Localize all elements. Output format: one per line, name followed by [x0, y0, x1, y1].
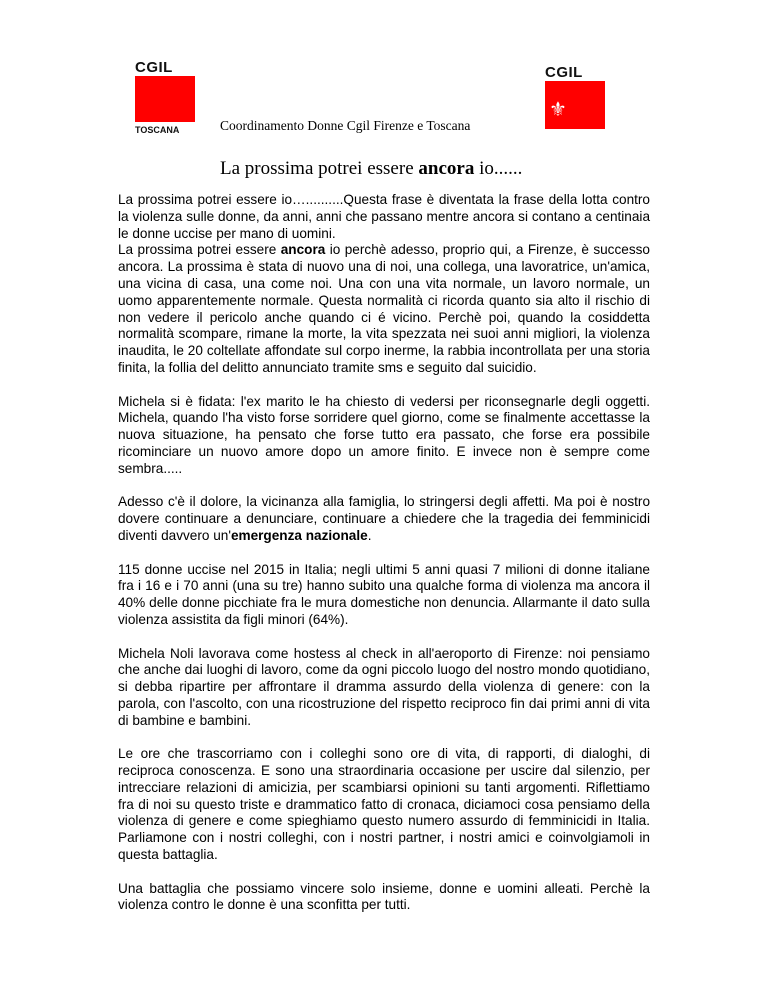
cgil-toscana-logo	[135, 60, 195, 140]
coordination-heading: Coordinamento Donne Cgil Firenze e Toscana	[220, 118, 471, 133]
page-title	[220, 158, 522, 180]
paragraph-2	[118, 242, 650, 376]
paragraph-1: La prossima potrei essere io…..........Questa frase è diventata la frase della lotta contro la violenza sulle donne, da anni, anni che passano mentre ancora si contano a centinaia le donne uccise per mano di uomini.	[118, 192, 650, 241]
paragraph-2-bold: ancora	[280, 242, 326, 258]
title-text-after: io......	[474, 158, 523, 179]
paragraph-4-bold: emergenza nazionale	[230, 527, 368, 543]
paragraph-2-before: La prossima potrei essere	[118, 242, 281, 258]
paragraph-4-after: .	[367, 527, 372, 543]
logo-left-word: CGIL	[135, 59, 173, 76]
logo-left-region: TOSCANA	[135, 125, 180, 135]
fleur-de-lis-icon: ⚜	[549, 97, 567, 121]
paragraph-4-before: Adesso c'è il dolore, la vicinanza alla famiglia, lo stringersi degli affetti. Ma poi è nostro dovere continuare a denunciare, continuare a chiedere che la tragedia dei femminicidi diventi davvero un'	[118, 494, 650, 543]
paragraph-7: Le ore che trascorriamo con i colleghi sono ore di vita, di rapporti, di dialoghi, di reciproca conoscenza. E sono una straordinaria occasione per uscire dal silenzio, per intrecciare relazioni di amicizia, per scambiarsi opinioni su tanti argomenti. Riflettiamo fra di noi su questo triste e drammatico fatto di cronaca, diciamoci cosa pensiamo della violenza di genere e come spieghiamo questo numero assurdo di femminicidi in Italia. Parliamone con i nostri colleghi, con i nostri partner, i nostri amici e coinvolgiamoli in questa battaglia.	[118, 746, 650, 863]
paragraph-4	[118, 494, 650, 544]
paragraph-2-after: io perchè adesso, proprio qui, a Firenze, è successo ancora. La prossima è stata di nuovo una di noi, una collega, una lavoratrice, un'amica, una vicina di casa, una come noi. Una con una vita normale, un lavoro normale, un uomo apparentemente normale. Questa normalità ci ricorda quanto sia alto il rischio di non vedere il pericolo anche quando ci é vicino. Perchè poi, quando la cosiddetta normalità scompare, rimane la morte, la vita spezzata nei suoi anni migliori, la violenza inaudita, le 20 coltellate affondate sul corpo inerme, la rabbia incontrollata per una storia finita, la follia del delitto annunciato tramite sms e seguito dal suicidio.	[118, 242, 650, 375]
paragraph-3: Michela si è fidata: l'ex marito le ha chiesto di vedersi per riconsegnarle degli oggetti. Michela, quando l'ha visto forse sorridere quel giorno, come se finalmente accettasse la nuova situazione, ha pensato che forse tutto era passato, che forse era possibile ricominciare un nuovo amore dopo un amore finito. E invece non è sempre come sembra.....	[118, 393, 650, 476]
paragraph-5: 115 donne uccise nel 2015 in Italia; negli ultimi 5 anni quasi 7 milioni di donne italiane fra i 16 e i 70 anni (una su tre) hanno subito una qualche forma di violenza ma ancora il 40% delle donne picchiate fra le mura domestiche non denuncia. Allarmante il dato sulla violenza assistita da figli minori (64%).	[118, 561, 650, 627]
logo-left-red-block	[135, 76, 195, 122]
logo-right-red-block	[545, 81, 605, 129]
title-text-before: La prossima potrei essere	[220, 158, 419, 179]
title-bold-word: ancora	[418, 158, 475, 179]
logo-right-word: CGIL	[545, 64, 583, 81]
article-body	[118, 192, 650, 931]
cgil-firenze-logo	[545, 65, 605, 130]
paragraph-8: Una battaglia che possiamo vincere solo insieme, donne e uomini alleati. Perchè la violenza contro le donne è una sconfitta per tutti.	[118, 880, 650, 913]
paragraph-6: Michela Noli lavorava come hostess al check in all'aeroporto di Firenze: noi pensiamo che anche dai luoghi di lavoro, come da ogni piccolo luogo del nostro mondo quotidiano, si debba ripartire per affrontare il dramma assurdo della violenza di genere: con la parola, con l'ascolto, con una ricostruzione del rispetto reciproco fin dai primi anni di vita di bambine e bambini.	[118, 645, 650, 728]
